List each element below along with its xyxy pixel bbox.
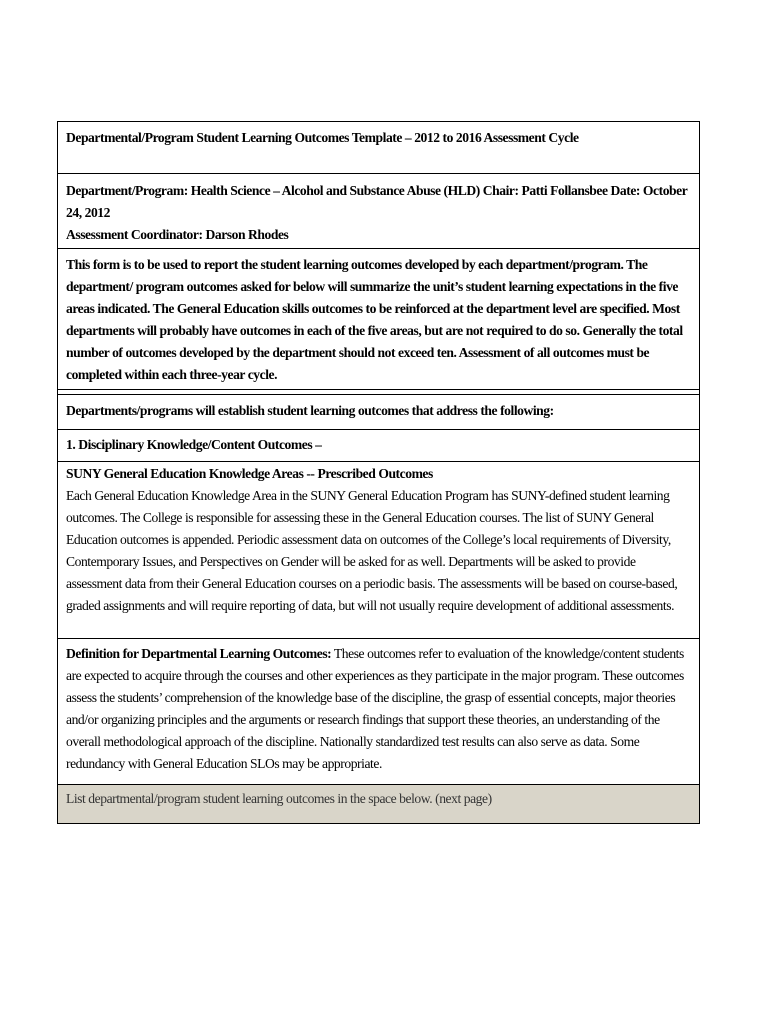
definition-label: Definition for Departmental Learning Outcomes: xyxy=(66,646,332,661)
suny-gen-ed-heading: SUNY General Education Knowledge Areas -- Prescribed Outcomes xyxy=(66,466,433,481)
disciplinary-knowledge-heading: 1. Disciplinary Knowledge/Content Outcomes – xyxy=(58,430,699,462)
address-heading: Departments/programs will establish student learning outcomes that address the following: xyxy=(58,395,699,430)
department-program-line: Department/Program: Health Science – Alcohol and Substance Abuse (HLD) Chair: Patti Follansbee Date: October 24, 2012 xyxy=(66,183,688,220)
department-info-cell xyxy=(58,174,699,249)
outcomes-form-table xyxy=(57,121,700,824)
suny-gen-ed-body: Each General Education Knowledge Area in the SUNY General Education Program has SUNY-defined student learning outcomes. The College is responsible for assessing these in the General Education courses. The list of SUNY General Education outcomes is appended. Periodic assessment data on outcomes of the College’s local requirements of Diversity, Contemporary Issues, and Perspectives on Gender will be asked for as well. Departments will be asked to provide assessment data from their General Education courses on a periodic basis. The assessments will be based on course-based, graded assignments and will require reporting of data, but will not usually require development of additional assessments. xyxy=(66,488,678,613)
definition-cell xyxy=(58,639,699,785)
form-title: Departmental/Program Student Learning Outcomes Template – 2012 to 2016 Assessment Cycle xyxy=(58,122,699,174)
definition-body: These outcomes refer to evaluation of the knowledge/content students are expected to acquire through the courses and other experiences as they participate in the major program. These outcomes assess the students’ comprehension of the knowledge base of the discipline, the grasp of essential concepts, major theories and/or organizing principles and the arguments or research findings that support these theories, an understanding of the overall methodological approach of the discipline. Nationally standardized test results can also serve as data. Some redundancy with General Education SLOs may be appropriate. xyxy=(66,646,684,771)
form-instructions: This form is to be used to report the student learning outcomes developed by each department/program. The department/ program outcomes asked for below will summarize the unit’s student learning expectations in the five areas indicated. The General Education skills outcomes to be reinforced at the department level are specified. Most departments will probably have outcomes in each of the five areas, but are not required to do so. Generally the total number of outcomes developed by the department should not exceed ten. Assessment of all outcomes must be completed within each three-year cycle. xyxy=(58,249,699,390)
assessment-coordinator-line: Assessment Coordinator: Darson Rhodes xyxy=(66,227,289,242)
suny-gen-ed-cell xyxy=(58,462,699,639)
list-outcomes-instruction: List departmental/program student learning outcomes in the space below. (next page) xyxy=(58,785,699,823)
